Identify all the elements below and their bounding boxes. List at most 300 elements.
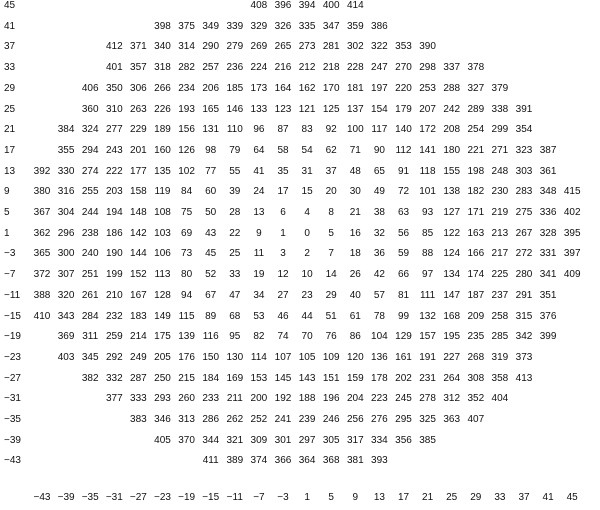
grid-cell: 222 <box>105 165 123 177</box>
grid-cell: 171 <box>467 207 485 218</box>
grid-cell: 185 <box>226 82 244 94</box>
grid-cell: 414 <box>346 0 364 11</box>
grid-cell: 152 <box>130 269 147 281</box>
grid-cell: 269 <box>250 41 268 53</box>
grid-cell: 9 <box>256 227 262 239</box>
grid-cell: 325 <box>419 414 436 425</box>
grid-cell: 111 <box>419 289 436 301</box>
grid-cell: 30 <box>349 186 361 198</box>
column-label: 37 <box>518 492 530 504</box>
grid-cell: 249 <box>130 351 147 363</box>
grid-cell: 1 <box>280 227 286 239</box>
column-label: −19 <box>178 492 196 504</box>
grid-cell: 334 <box>371 434 388 446</box>
grid-cell: 322 <box>371 41 388 53</box>
grid-cell: 53 <box>253 310 265 322</box>
grid-cell: 80 <box>181 269 193 281</box>
grid-cell: 70 <box>301 331 313 343</box>
grid-cell: 323 <box>515 144 533 156</box>
grid-cell: 98 <box>205 144 217 156</box>
grid-cell: 131 <box>202 124 220 136</box>
grid-cell: 74 <box>277 331 289 343</box>
grid-cell: 69 <box>181 227 193 239</box>
column-label: 45 <box>566 492 578 504</box>
grid-cell: 73 <box>181 248 193 260</box>
grid-cell: 345 <box>81 351 99 363</box>
column-label: −3 <box>277 492 289 504</box>
grid-cell: 3 <box>280 248 286 260</box>
grid-cell: 308 <box>467 372 485 384</box>
grid-cell: 116 <box>202 331 219 343</box>
grid-cell: 298 <box>419 62 436 74</box>
grid-cell: 311 <box>82 331 99 343</box>
grid-cell: 114 <box>250 351 267 363</box>
grid-cell: 158 <box>130 186 147 198</box>
grid-cell: 295 <box>395 414 412 425</box>
grid-cell: 57 <box>373 289 385 301</box>
grid-cell: 400 <box>322 0 340 11</box>
grid-cell: 162 <box>298 82 316 94</box>
grid-cell: 277 <box>105 124 123 136</box>
grid-cell: 292 <box>105 351 123 363</box>
grid-cell: 134 <box>443 269 461 281</box>
grid-cell: 167 <box>130 289 147 301</box>
row-label: 1 <box>4 227 10 239</box>
grid-cell: 402 <box>563 207 581 218</box>
column-label: 1 <box>304 492 310 504</box>
grid-cell: 266 <box>154 82 171 94</box>
grid-cell: 164 <box>274 82 292 94</box>
grid-cell: 229 <box>130 124 147 136</box>
grid-cell: 355 <box>57 144 75 156</box>
grid-cell: 197 <box>371 82 388 94</box>
grid-cell: 268 <box>467 351 485 363</box>
grid-cell: 156 <box>178 124 195 136</box>
grid-cell: 253 <box>419 82 436 94</box>
grid-cell: 122 <box>443 227 461 239</box>
grid-cell: 137 <box>346 103 364 115</box>
grid-cell: 341 <box>539 269 557 281</box>
grid-cell: 28 <box>229 207 241 218</box>
grid-cell: 184 <box>202 372 220 384</box>
grid-cell: 256 <box>346 414 364 425</box>
grid-cell: 226 <box>154 103 171 115</box>
grid-cell: 397 <box>563 248 581 260</box>
grid-cell: 401 <box>105 62 123 74</box>
column-label: −43 <box>33 492 51 504</box>
grid-cell: 175 <box>154 331 171 343</box>
grid-cell: 123 <box>274 103 292 115</box>
grid-cell: 205 <box>154 351 171 363</box>
grid-cell: 84 <box>181 186 193 198</box>
grid-cell: 285 <box>491 331 509 343</box>
grid-cell: 90 <box>373 144 385 156</box>
grid-cell: 220 <box>395 82 412 94</box>
column-label: 9 <box>352 492 359 504</box>
grid-cell: 145 <box>274 372 292 384</box>
grid-cell: 37 <box>325 165 337 177</box>
grid-cell: 211 <box>226 393 243 405</box>
grid-cell: 279 <box>226 41 244 53</box>
grid-cell: 133 <box>250 103 268 115</box>
grid-cell: 251 <box>81 269 99 281</box>
grid-cell: 386 <box>371 20 388 32</box>
grid-cell: 227 <box>443 351 461 363</box>
row-label: −31 <box>4 393 21 405</box>
grid-cell: 159 <box>346 372 364 384</box>
grid-cell: 304 <box>57 207 75 218</box>
grid-cell: 390 <box>419 41 436 53</box>
grid-cell: 62 <box>325 144 337 156</box>
grid-cell: 230 <box>491 186 509 198</box>
grid-cell: 393 <box>371 455 388 467</box>
grid-cell: 228 <box>346 62 364 74</box>
column-label: 21 <box>422 492 434 504</box>
column-label: 17 <box>397 492 410 504</box>
column-label: −7 <box>253 492 265 504</box>
grid-cell: 191 <box>419 351 436 363</box>
grid-cell: 218 <box>322 62 340 74</box>
grid-cell: 144 <box>130 248 147 260</box>
grid-cell: 384 <box>57 124 75 136</box>
row-label: 33 <box>4 62 16 74</box>
grid-cell: 296 <box>57 227 75 239</box>
grid-cell: 121 <box>298 103 316 115</box>
grid-cell: 375 <box>178 20 195 32</box>
grid-cell: 351 <box>539 289 557 301</box>
grid-cell: 120 <box>346 351 364 363</box>
grid-cell: 275 <box>515 207 533 218</box>
grid-cell: 202 <box>395 372 412 384</box>
grid-cell: 320 <box>57 289 75 301</box>
grid-cell: 303 <box>515 165 533 177</box>
grid-cell: 217 <box>491 248 509 260</box>
grid-cell: 117 <box>371 124 388 136</box>
grid-cell: 238 <box>81 227 99 239</box>
row-label: −35 <box>4 414 21 425</box>
grid-cell: 83 <box>301 124 313 136</box>
row-label: −15 <box>4 310 21 322</box>
grid-cell: 242 <box>443 103 461 115</box>
grid-cell: 64 <box>253 144 265 156</box>
grid-cell: 221 <box>467 144 485 156</box>
grid-cell: 237 <box>491 289 509 301</box>
grid-cell: 232 <box>105 310 123 322</box>
grid-cell: 54 <box>301 144 313 156</box>
grid-cell: 297 <box>298 434 316 446</box>
grid-cell: 294 <box>81 144 99 156</box>
grid-cell: 282 <box>178 62 195 74</box>
grid-cell: 244 <box>81 207 99 218</box>
grid-cell: 140 <box>395 124 412 136</box>
grid-cell: 403 <box>57 351 75 363</box>
grid-cell: 47 <box>229 289 241 301</box>
grid-cell: 340 <box>154 41 171 53</box>
grid-cell: 177 <box>130 165 147 177</box>
grid-cell: 329 <box>250 20 268 32</box>
row-label: −7 <box>4 269 16 281</box>
grid-cell: 204 <box>346 393 364 405</box>
grid-cell: 126 <box>178 144 195 156</box>
grid-cell: 59 <box>397 248 410 260</box>
grid-cell: 361 <box>539 165 557 177</box>
grid-cell: 4 <box>304 207 310 218</box>
grid-cell: 36 <box>373 248 385 260</box>
grid-cell: 5 <box>328 227 334 239</box>
grid-cell: 377 <box>105 393 123 405</box>
grid-cell: 154 <box>371 103 388 115</box>
grid-cell: 142 <box>130 227 147 239</box>
grid-cell: 353 <box>395 41 412 53</box>
grid-cell: 388 <box>33 289 51 301</box>
grid-cell: 0 <box>304 227 310 239</box>
column-label: −35 <box>81 492 99 504</box>
grid-cell: 327 <box>467 82 485 94</box>
grid-cell: 357 <box>130 62 147 74</box>
grid-cell: 354 <box>515 124 533 136</box>
grid-cell: 183 <box>130 310 147 322</box>
grid-cell: 128 <box>154 289 171 301</box>
grid-cell: 258 <box>491 310 509 322</box>
grid-cell: 199 <box>105 269 123 281</box>
grid-cell: 178 <box>371 372 388 384</box>
column-label: 29 <box>470 492 482 504</box>
grid-cell: 231 <box>419 372 436 384</box>
grid-cell: 364 <box>298 455 316 467</box>
grid-cell: 38 <box>373 207 385 218</box>
grid-cell: 330 <box>57 165 75 177</box>
grid-cell: 235 <box>467 331 485 343</box>
grid-cell: 314 <box>178 41 195 53</box>
grid-cell: 60 <box>205 186 217 198</box>
grid-cell: 149 <box>154 310 171 322</box>
grid-cell: 11 <box>253 248 265 260</box>
grid-cell: 104 <box>371 331 388 343</box>
grid-cell: 300 <box>57 248 75 260</box>
grid-cell: 12 <box>277 269 289 281</box>
grid-cell: 75 <box>181 207 193 218</box>
grid-cell: 254 <box>467 124 485 136</box>
grid-cell: 247 <box>371 62 388 74</box>
grid-cell: 262 <box>226 414 244 425</box>
grid-cell: 293 <box>154 393 171 405</box>
grid-cell: 93 <box>422 207 434 218</box>
grid-cell: 129 <box>395 331 412 343</box>
grid-cell: 150 <box>202 351 220 363</box>
column-label: −39 <box>57 492 75 504</box>
grid-cell: 255 <box>81 186 99 198</box>
grid-cell: 219 <box>491 207 509 218</box>
grid-cell: 387 <box>539 144 557 156</box>
grid-cell: 198 <box>467 165 485 177</box>
grid-cell: 207 <box>419 103 436 115</box>
grid-cell: 148 <box>130 207 147 218</box>
grid-cell: 65 <box>373 165 385 177</box>
column-label: −11 <box>226 492 243 504</box>
grid-cell: 13 <box>253 207 265 218</box>
grid-cell: 374 <box>250 455 268 467</box>
row-label: −23 <box>4 351 21 363</box>
grid-cell: 284 <box>81 310 99 322</box>
grid-cell: 102 <box>178 165 195 177</box>
grid-cell: 15 <box>301 186 313 198</box>
grid-cell: 94 <box>181 289 193 301</box>
grid-cell: 369 <box>57 331 75 343</box>
grid-cell: 243 <box>105 144 123 156</box>
grid-cell: 246 <box>322 414 340 425</box>
grid-cell: 234 <box>178 82 195 94</box>
grid-cell: 107 <box>274 351 292 363</box>
grid-cell: 378 <box>467 62 485 74</box>
grid-cell: 67 <box>205 289 217 301</box>
grid-cell: 166 <box>467 248 485 260</box>
grid-cell: 176 <box>178 351 195 363</box>
grid-cell: 151 <box>322 372 340 384</box>
grid-cell: 366 <box>274 455 292 467</box>
grid-cell: 56 <box>397 227 410 239</box>
grid-cell: 290 <box>202 41 220 53</box>
grid-cell: 350 <box>105 82 123 94</box>
grid-cell: 27 <box>277 289 289 301</box>
column-label: 5 <box>328 492 334 504</box>
grid-cell: 115 <box>178 310 195 322</box>
grid-cell: 272 <box>515 248 533 260</box>
grid-cell: 286 <box>202 414 220 425</box>
grid-cell: 385 <box>419 434 436 446</box>
grid-cell: 245 <box>395 393 412 405</box>
grid-cell: 29 <box>325 289 337 301</box>
grid-cell: 370 <box>178 434 195 446</box>
grid-cell: 302 <box>346 41 364 53</box>
grid-cell: 328 <box>539 227 557 239</box>
grid-cell: 347 <box>322 20 340 32</box>
grid-cell: 97 <box>422 269 434 281</box>
grid-cell: 106 <box>154 248 171 260</box>
grid-cell: 42 <box>373 269 385 281</box>
grid-cell: 76 <box>325 331 337 343</box>
grid-cell: 409 <box>563 269 581 281</box>
grid-cell: 288 <box>443 82 461 94</box>
grid-cell: 319 <box>491 351 509 363</box>
grid-cell: 312 <box>443 393 461 405</box>
grid-cell: 335 <box>298 20 316 32</box>
grid-cell: 299 <box>491 124 509 136</box>
grid-cell: 135 <box>154 165 171 177</box>
grid-cell: 413 <box>515 372 533 384</box>
grid-cell: 280 <box>515 269 533 281</box>
grid-cell: 157 <box>419 331 436 343</box>
row-label: 45 <box>4 0 16 11</box>
grid-cell: 362 <box>33 227 51 239</box>
grid-cell: 396 <box>274 0 292 11</box>
grid-cell: 337 <box>443 62 461 74</box>
grid-cell: 210 <box>105 289 123 301</box>
grid-cell: 124 <box>443 248 461 260</box>
grid-cell: 112 <box>395 144 412 156</box>
grid-cell: 233 <box>202 393 220 405</box>
grid-cell: 264 <box>443 372 461 384</box>
column-label: −15 <box>202 492 220 504</box>
grid-cell: 6 <box>280 207 286 218</box>
grid-cell: 100 <box>346 124 364 136</box>
grid-cell: 195 <box>443 331 461 343</box>
grid-cell: 212 <box>298 62 316 74</box>
row-label: 9 <box>4 186 10 198</box>
grid-cell: 25 <box>229 248 241 260</box>
grid-cell: 225 <box>491 269 509 281</box>
grid-cell: 194 <box>105 207 123 218</box>
grid-cell: 160 <box>154 144 171 156</box>
grid-cell: 200 <box>250 393 268 405</box>
grid-cell: 201 <box>130 144 147 156</box>
grid-cell: 208 <box>443 124 461 136</box>
grid-cell: 349 <box>202 20 220 32</box>
grid-cell: 342 <box>515 331 533 343</box>
grid-cell: 371 <box>130 41 147 53</box>
grid-cell: 363 <box>443 414 461 425</box>
grid-cell: 356 <box>395 434 412 446</box>
grid-cell: 248 <box>491 165 509 177</box>
grid-cell: 415 <box>563 186 581 198</box>
grid-cell: 91 <box>397 165 410 177</box>
grid-cell: 16 <box>349 227 361 239</box>
grid-cell: 257 <box>202 62 220 74</box>
grid-cell: 391 <box>515 103 533 115</box>
grid-cell: 216 <box>274 62 292 74</box>
grid-cell: 271 <box>491 144 509 156</box>
grid-cell: 313 <box>178 414 195 425</box>
grid-cell: 26 <box>349 269 361 281</box>
grid-cell: 2 <box>304 248 310 260</box>
grid-cell: 306 <box>130 82 147 94</box>
grid-cell: 333 <box>130 393 147 405</box>
grid-cell: 119 <box>154 186 171 198</box>
row-label: −43 <box>4 455 21 467</box>
grid-cell: 172 <box>419 124 436 136</box>
grid-cell: 92 <box>325 124 337 136</box>
grid-cell: 85 <box>422 227 434 239</box>
grid-cell: 173 <box>250 82 268 94</box>
grid-cell: 81 <box>397 289 410 301</box>
grid-cell: 287 <box>130 372 147 384</box>
grid-cell: 108 <box>154 207 171 218</box>
column-label: −27 <box>129 492 147 504</box>
grid-cell: 39 <box>229 186 241 198</box>
grid-cell: 352 <box>467 393 485 405</box>
grid-cell: 336 <box>539 207 557 218</box>
grid-cell: 331 <box>539 248 557 260</box>
grid-cell: 186 <box>105 227 123 239</box>
column-label: 41 <box>542 492 554 504</box>
grid-cell: 265 <box>274 41 292 53</box>
row-label: −27 <box>4 372 21 384</box>
grid-cell: 41 <box>253 165 265 177</box>
row-label: 13 <box>4 165 16 177</box>
grid-cell: 276 <box>371 414 388 425</box>
grid-cell: 35 <box>277 165 289 177</box>
grid-cell: 143 <box>298 372 316 384</box>
grid-cell: 68 <box>229 310 241 322</box>
grid-cell: 321 <box>226 434 244 446</box>
grid-cell: 17 <box>277 186 289 198</box>
grid-cell: 315 <box>515 310 533 322</box>
grid-cell: 82 <box>253 331 265 343</box>
grid-cell: 203 <box>105 186 123 198</box>
grid-cell: 181 <box>346 82 364 94</box>
grid-cell: 7 <box>328 248 334 260</box>
column-label: 13 <box>373 492 385 504</box>
grid-cell: 136 <box>371 351 388 363</box>
